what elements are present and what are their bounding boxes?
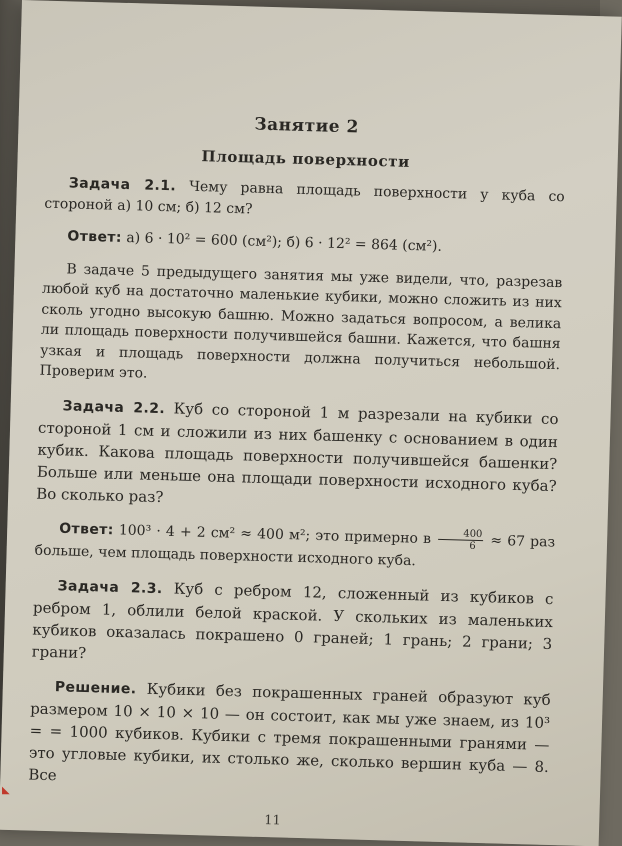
fraction-denominator: 6: [469, 540, 476, 552]
answer-2-2-text-before: 100³ · 4 + 2 см² ≈ 400 м²; это примерно в: [118, 521, 432, 547]
task-2-2-label: Задача 2.2.: [62, 397, 166, 417]
task-2-3-text: Куб с ребром 12, сложенный из кубиков с ребром 1, облили белой краской. У скольких из маленьких кубиков оказалась покрашено 0 граней; 1 грань; 2 грани; 3 грани?: [31, 578, 554, 662]
solution-text: Кубики без покрашенных граней образуют куб размером 10 × 10 × 10 — он состоит, как мы уже знаем, из 10³ = = 1000 кубиков. Кубики с тремя покрашенными гранями — это угловые кубики, их столько же, сколько вершин куба — 8. Все: [28, 679, 551, 784]
lesson-title: Занятие 2: [254, 114, 360, 138]
page-number: 11: [263, 813, 281, 829]
solution-label: Решение.: [54, 678, 137, 697]
task-2-2-text: Куб со стороной 1 м разрезали на кубики со стороной 1 см и сложили из них башенку с основанием в один кубик. Какова площадь поверхности получившейся башенки? Больше или меньше она площади поверхности исходного куба? Во сколько раз?: [35, 398, 559, 506]
fraction-400-6: [438, 527, 484, 551]
solution: [28, 674, 551, 799]
answer-2-1-text: а) 6 · 10² = 600 (см²); б) 6 · 12² = 864 (см²).: [126, 230, 443, 255]
fraction-numerator: 400: [438, 527, 483, 540]
task-2-2: [36, 393, 559, 518]
paragraph-1: [39, 258, 562, 395]
page-content: [28, 109, 567, 812]
task-2-3: [32, 573, 554, 676]
answer-2-2: [34, 516, 555, 576]
corner-mark-icon: ◣: [2, 785, 10, 796]
paragraph-1-text: В задаче 5 предыдущего занятия мы уже видели, что, разрезав любой куб на достаточно маленькие кубики, можно сложить из них сколь угодно высокую башню. Можно задаться вопросом, а велика ли площадь поверхности получившейся башни. Кажется, что башня узкая и площадь поверхности должна получиться небольшой. Проверим это.: [39, 260, 563, 382]
task-2-1-label: Задача 2.1.: [68, 175, 177, 195]
answer-2-1-label: Ответ:: [67, 228, 123, 246]
task-2-1: [44, 173, 565, 229]
answer-2-1: [43, 226, 563, 261]
answer-2-2-text-after: ≈ 67 раз больше, чем площадь поверхности исходного куба.: [34, 532, 556, 569]
answer-2-2-label: Ответ:: [59, 520, 114, 538]
section-title: Площадь поверхности: [201, 147, 411, 171]
task-2-3-label: Задача 2.3.: [57, 577, 163, 597]
task-2-1-text: Чему равна площадь поверхности у куба со стороной а) 10 см; б) 12 см?: [44, 178, 565, 218]
